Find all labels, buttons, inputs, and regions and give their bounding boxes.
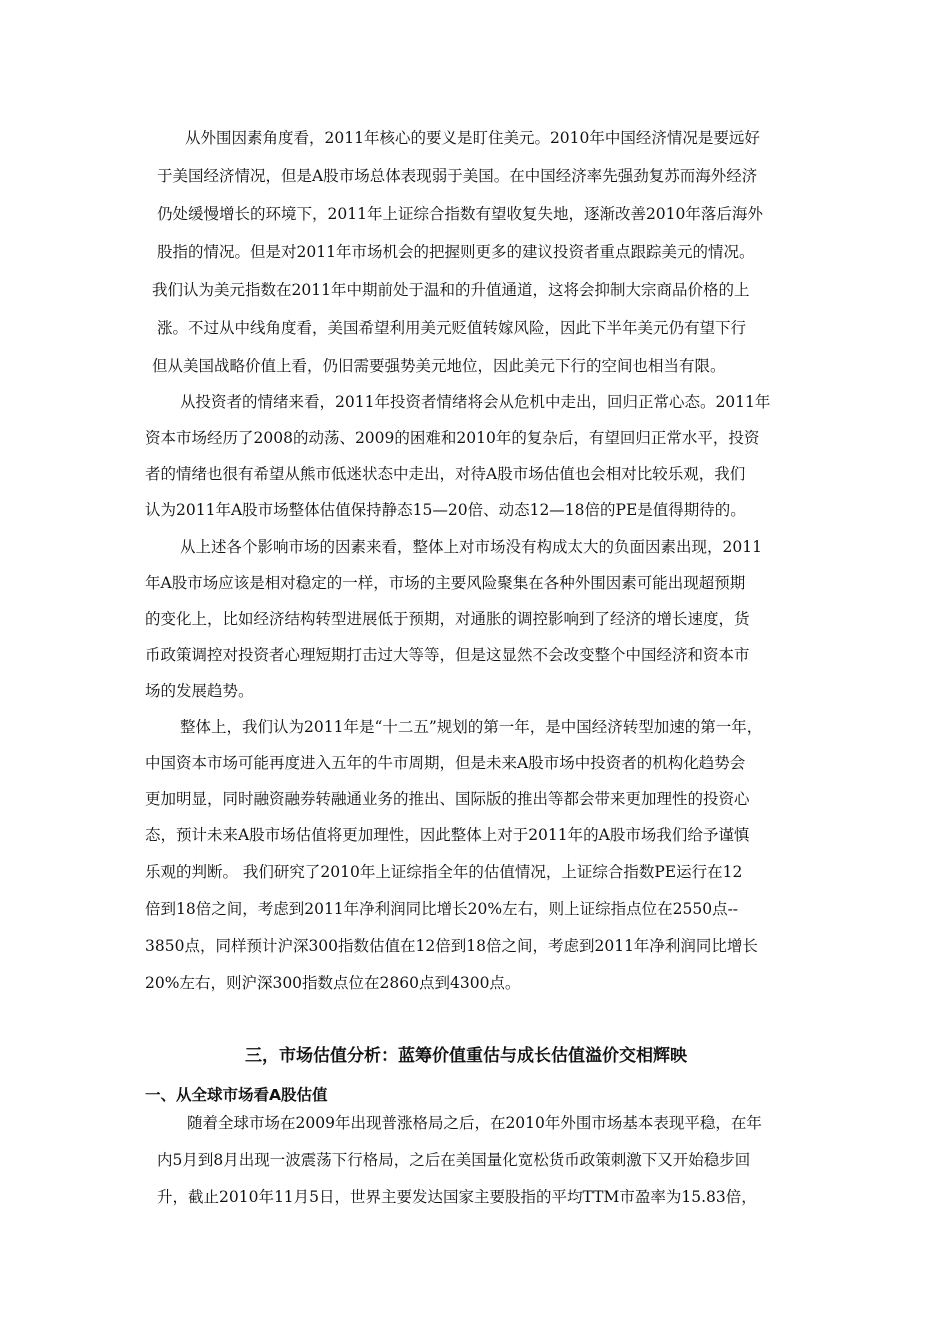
- paragraph-4-line-6: 倍到18倍之间，考虑到2011年净利润同比增长20%左右，则上证综指点位在2550点--: [145, 900, 739, 918]
- paragraph-3-line-2: 年A股市场应该是相对稳定的一样，市场的主要风险聚集在各种外围因素可能出现超预期: [145, 574, 746, 592]
- paragraph-1-line-4: 股指的情况。但是对2011年市场机会的把握则更多的建议投资者重点跟踪美元的情况。: [157, 243, 755, 261]
- paragraph-2-line-2: 资本市场经历了2008的动荡、2009的困难和2010年的复杂后，有望回归正常水平，投资: [145, 429, 760, 447]
- paragraph-1-line-7: 但从美国战略价值上看，仍旧需要强势美元地位，因此美元下行的空间也相当有限。: [152, 357, 726, 375]
- paragraph-4-line-3: 更加明显，同时融资融券转融通业务的推出、国际版的推出等都会带来更加理性的投资心: [145, 790, 750, 808]
- paragraph-4-line-5: 乐观的判断。 我们研究了2010年上证综指全年的估值情况，上证综合指数PE运行在12: [145, 863, 743, 881]
- section-title: 三，市场估值分析：蓝筹价值重估与成长估值溢价交相辉映: [245, 1046, 687, 1066]
- paragraph-5-line-2: 内5月到8月出现一波震荡下行格局，之后在美国量化宽松货币政策刺激下又开始稳步回: [157, 1151, 751, 1169]
- paragraph-3-line-5: 场的发展趋势。: [145, 682, 254, 700]
- paragraph-2-line-4: 认为2011年A股市场整体估值保持静态15—20倍、动态12—18倍的PE是值得期待的。: [145, 501, 746, 519]
- paragraph-4-line-7: 3850点，同样预计沪深300指数估值在12倍到18倍之间，考虑到2011年净利润同比增长: [145, 937, 758, 955]
- paragraph-1-line-3: 仍处缓慢增长的环境下，2011年上证综合指数有望收复失地，逐渐改善2010年落后海外: [157, 205, 763, 223]
- paragraph-3-line-3: 的变化上，比如经济结构转型进展低于预期，对通胀的调控影响到了经济的增长速度，货: [145, 610, 750, 628]
- subsection-title: 一、从全球市场看A股估值: [145, 1086, 328, 1104]
- paragraph-4-line-8: 20%左右，则沪深300指数点位在2860点到4300点。: [145, 974, 521, 992]
- paragraph-3-line-1: 从上述各个影响市场的因素来看，整体上对市场没有构成太大的负面因素出现，2011: [180, 538, 762, 556]
- paragraph-4-line-1: 整体上，我们认为2011年是“十二五”规划的第一年，是中国经济转型加速的第一年，: [180, 718, 763, 736]
- paragraph-4-line-2: 中国资本市场可能再度进入五年的牛市周期，但是未来A股市场中投资者的机构化趋势会: [145, 754, 746, 772]
- paragraph-1-line-5: 我们认为美元指数在2011年中期前处于温和的升值通道，这将会抑制大宗商品价格的上: [152, 281, 750, 299]
- paragraph-5-line-1: 随着全球市场在2009年出现普涨格局之后，在2010年外围市场基本表现平稳，在年: [187, 1114, 762, 1132]
- paragraph-5-line-3: 升，截止2010年11月5日，世界主要发达国家主要股指的平均TTM市盈率为15.83倍，: [157, 1188, 757, 1206]
- paragraph-2-line-1: 从投资者的情绪来看，2011年投资者情绪将会从危机中走出，回归正常心态。2011年: [180, 393, 771, 411]
- paragraph-1-line-6: 涨。不过从中线角度看，美国希望利用美元贬值转嫁风险，因此下半年美元仍有望下行: [157, 319, 747, 337]
- paragraph-3-line-4: 币政策调控对投资者心理短期打击过大等等，但是这显然不会改变整个中国经济和资本市: [145, 646, 750, 664]
- paragraph-2-line-3: 者的情绪也很有希望从熊市低迷状态中走出，对待A股市场估值也会相对比较乐观，我们: [145, 465, 746, 483]
- paragraph-1-line-1: 从外围因素角度看，2011年核心的要义是盯住美元。2010年中国经济情况是要远好: [185, 129, 760, 147]
- paragraph-4-line-4: 态，预计未来A股市场估值将更加理性，因此整体上对于2011年的A股市场我们给予谨慎: [145, 826, 750, 844]
- paragraph-1-line-2: 于美国经济情况，但是A股市场总体表现弱于美国。在中国经济率先强劲复苏而海外经济: [157, 167, 758, 185]
